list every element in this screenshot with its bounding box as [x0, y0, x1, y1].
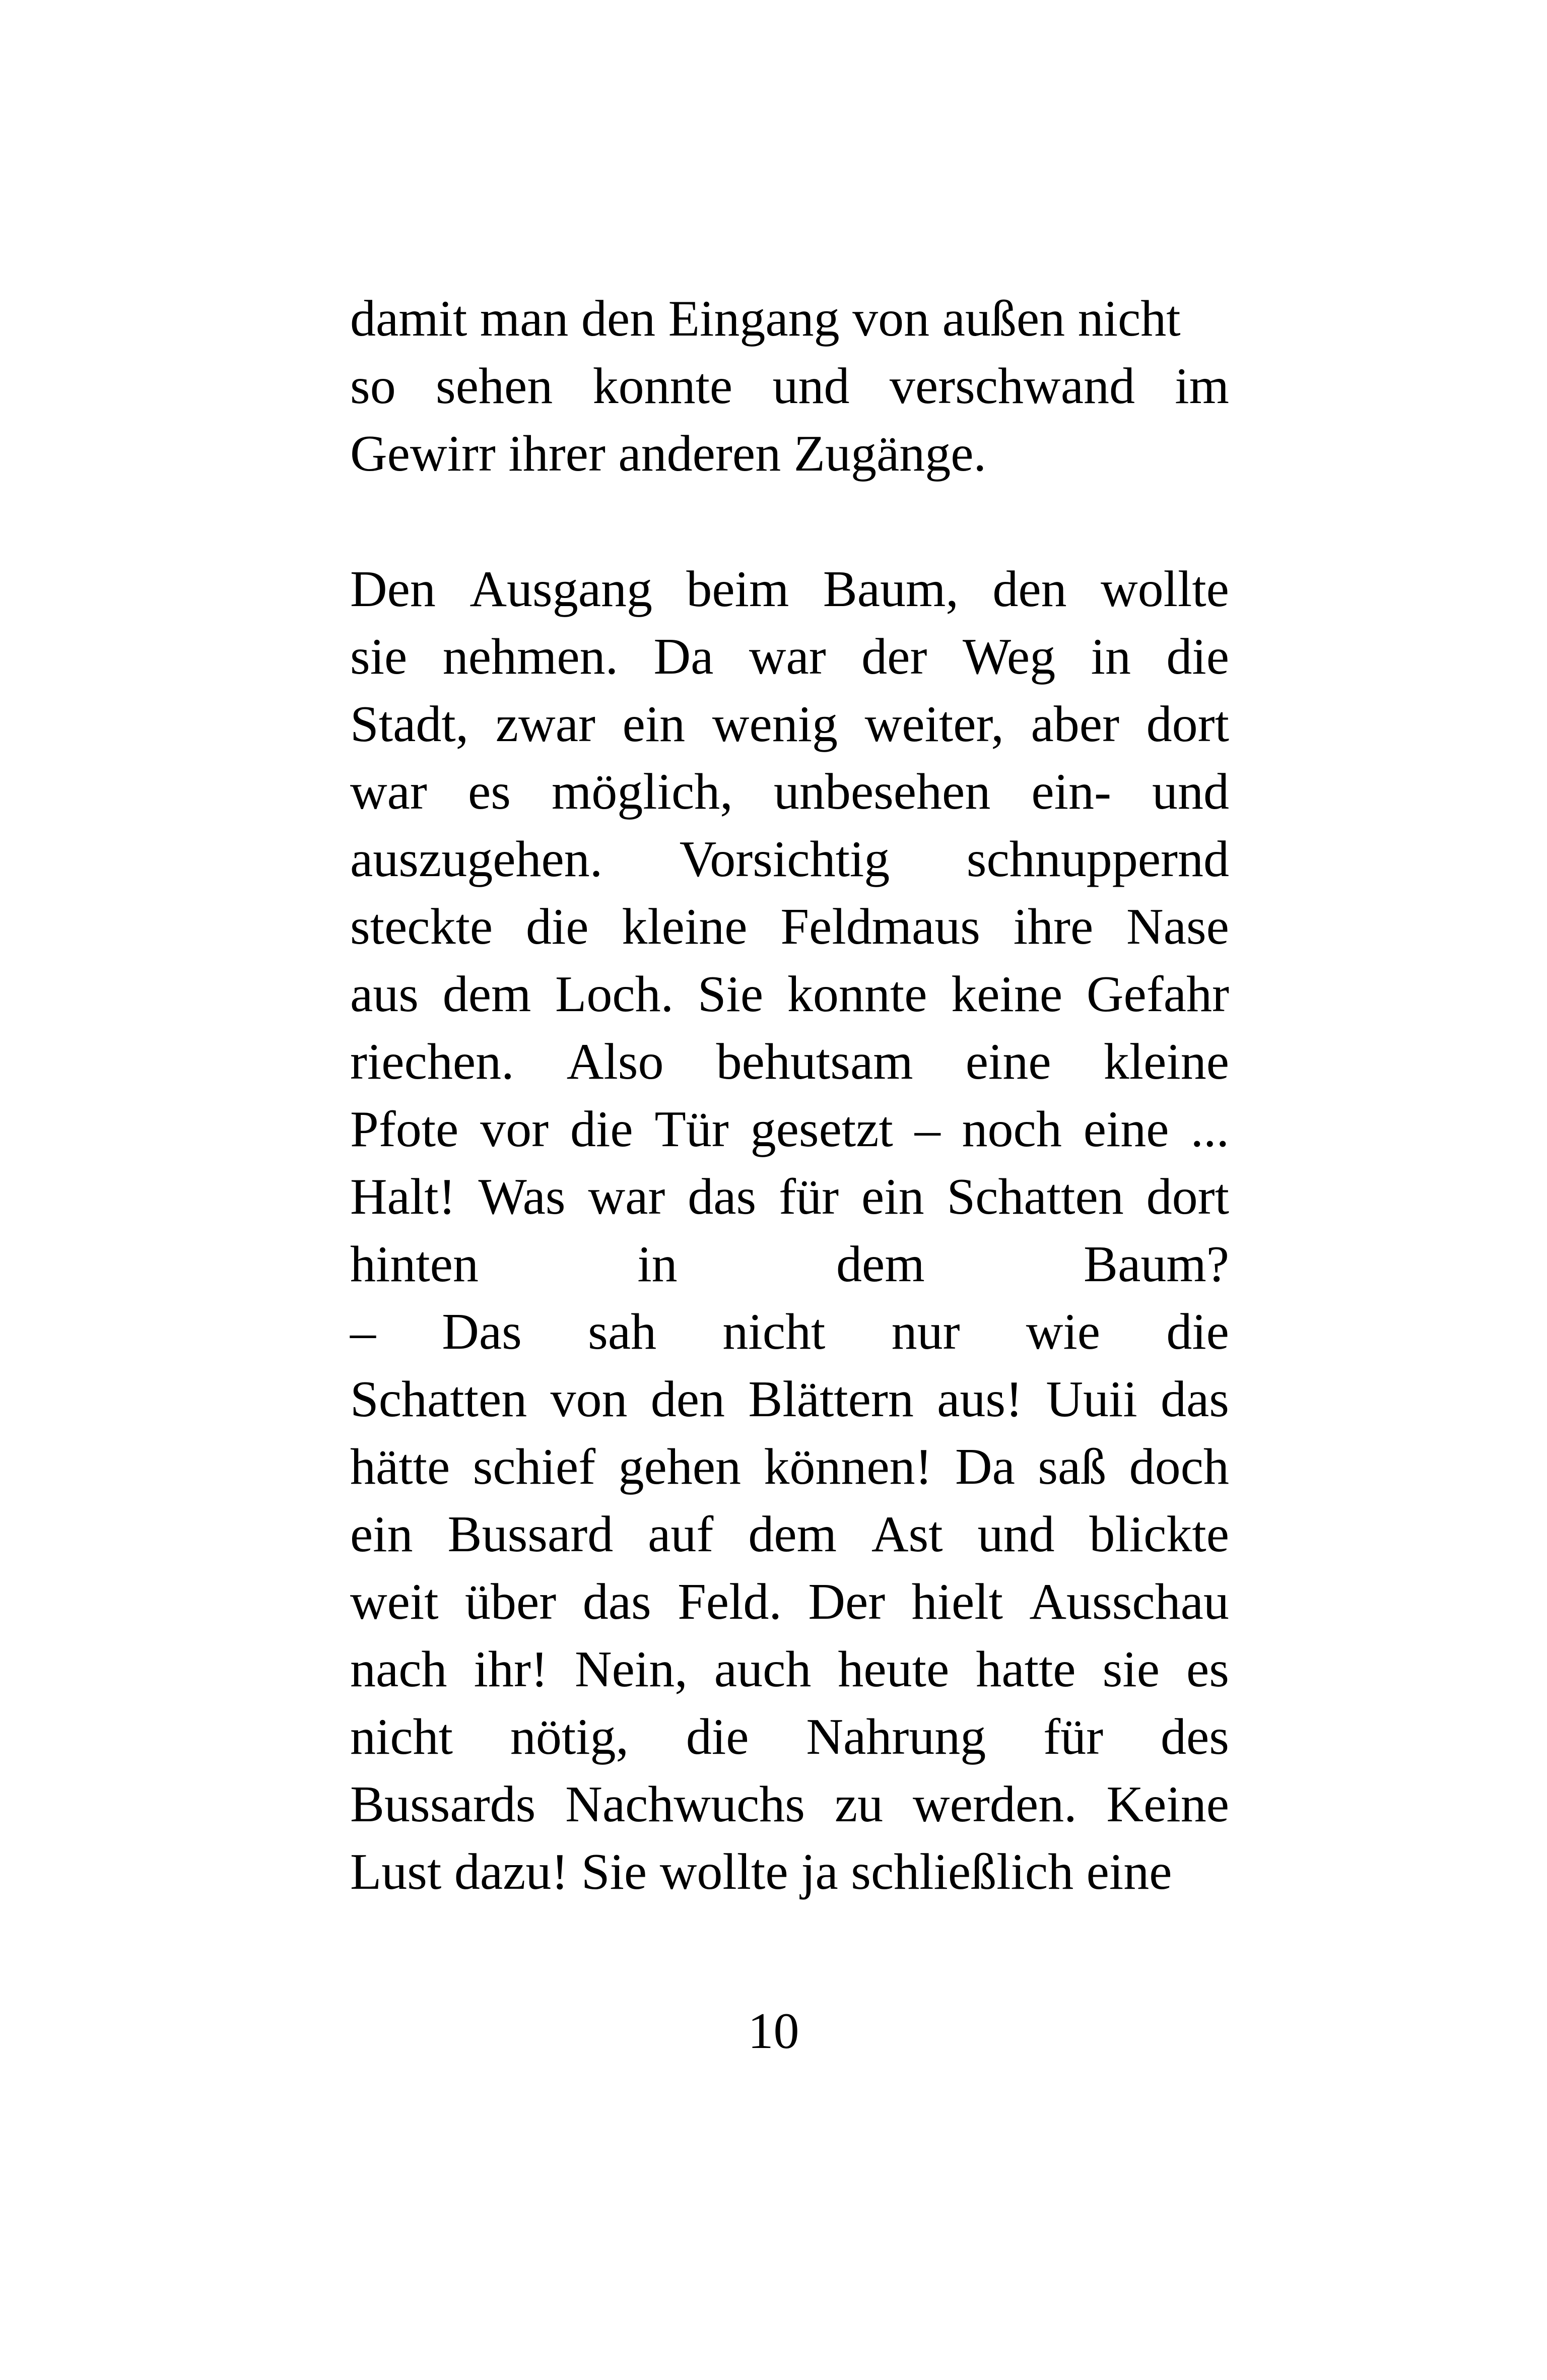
word: zu — [834, 1776, 884, 1833]
word: für — [1043, 1708, 1104, 1765]
word: Feld. — [678, 1573, 782, 1630]
word: ihr! — [474, 1641, 548, 1698]
word: wie — [1026, 1303, 1101, 1360]
paragraph-1 — [350, 285, 1229, 488]
word: Loch. — [555, 966, 674, 1023]
word: hatte — [976, 1641, 1076, 1698]
word: Bussard — [447, 1506, 614, 1563]
word: auch — [714, 1641, 812, 1698]
word: vor — [480, 1101, 549, 1158]
word: eine — [1083, 1101, 1169, 1158]
word: ein — [350, 1506, 413, 1563]
text-line — [350, 1501, 1229, 1568]
word: Gewirr ihrer anderen Zugänge. — [350, 425, 987, 482]
word: Gefahr — [1086, 966, 1229, 1023]
word: den — [992, 561, 1067, 618]
text-line — [350, 556, 1229, 623]
word: ihre — [1013, 898, 1094, 955]
word: wenig — [712, 696, 838, 753]
word: war — [588, 1168, 665, 1225]
word: konnte — [592, 358, 733, 415]
word: sie — [1102, 1641, 1160, 1698]
word: heute — [838, 1641, 950, 1698]
word: hinten — [350, 1236, 479, 1293]
text-line — [350, 1636, 1229, 1703]
word: über — [465, 1573, 557, 1630]
word: Weg — [962, 628, 1056, 685]
word: konnte — [787, 966, 927, 1023]
word: beim — [686, 561, 789, 618]
word: sah — [588, 1303, 657, 1360]
word: dem — [442, 966, 531, 1023]
word: gehen — [618, 1438, 742, 1495]
word: möglich, — [551, 763, 733, 820]
word: können! — [764, 1438, 932, 1495]
word: Ast — [871, 1506, 943, 1563]
word: war — [350, 763, 427, 820]
text-line — [350, 1703, 1229, 1771]
word: aber — [1031, 696, 1120, 753]
word: des — [1160, 1708, 1229, 1765]
word: Halt! — [350, 1168, 456, 1225]
word: – — [350, 1303, 376, 1360]
word: verschwand — [889, 358, 1135, 415]
word: ein- — [1031, 763, 1111, 820]
word: Den — [350, 561, 436, 618]
text-line — [350, 691, 1229, 758]
word: den — [650, 1371, 725, 1428]
word: die — [1166, 628, 1229, 685]
word: steckte — [350, 898, 493, 955]
text-line — [350, 623, 1229, 691]
word: Nahrung — [806, 1708, 986, 1765]
text-line — [350, 1163, 1229, 1231]
word: ... — [1190, 1101, 1229, 1158]
word: sehen — [436, 358, 553, 415]
word: noch — [962, 1101, 1062, 1158]
word: dort — [1146, 696, 1229, 753]
word: sie — [350, 628, 408, 685]
word: es — [1186, 1641, 1229, 1698]
word: keine — [951, 966, 1063, 1023]
word: Nachwuchs — [565, 1776, 805, 1833]
word: Der — [808, 1573, 886, 1630]
text-line — [350, 826, 1229, 893]
word: – — [914, 1101, 940, 1158]
text-line — [350, 1771, 1229, 1838]
word: Uuii — [1046, 1371, 1137, 1428]
word: und — [977, 1506, 1055, 1563]
word: wollte — [1101, 561, 1229, 618]
word: Feldmaus — [780, 898, 980, 955]
word: doch — [1129, 1438, 1229, 1495]
text-line — [350, 1838, 1229, 1906]
text-line — [350, 285, 1229, 353]
word: das — [688, 1168, 757, 1225]
word: gesetzt — [750, 1101, 893, 1158]
text-line — [350, 758, 1229, 826]
word: und — [772, 358, 850, 415]
word: zwar — [495, 696, 595, 753]
word: nicht — [350, 1708, 453, 1765]
word: in — [1091, 628, 1131, 685]
word: nötig, — [510, 1708, 629, 1765]
word: die — [686, 1708, 749, 1765]
word: so — [350, 358, 396, 415]
text-line — [350, 420, 1229, 488]
word: Da — [653, 628, 714, 685]
word: es — [467, 763, 511, 820]
word: das — [582, 1573, 651, 1630]
word: Nein, — [574, 1641, 688, 1698]
word: weiter, — [864, 696, 1004, 753]
word: weit — [350, 1573, 439, 1630]
word: nehmen. — [442, 628, 619, 685]
word: aus! — [937, 1371, 1023, 1428]
word: Tür — [654, 1101, 729, 1158]
word: in — [637, 1236, 678, 1293]
word: und — [1152, 763, 1229, 820]
word: damit man den Eingang von außen nicht — [350, 290, 1181, 347]
word: kleine — [1103, 1033, 1229, 1090]
word: unbesehen — [773, 763, 991, 820]
word: Baum, — [823, 561, 959, 618]
word: aus — [350, 966, 419, 1023]
word: werden. — [912, 1776, 1077, 1833]
word: blickte — [1089, 1506, 1229, 1563]
word: Blättern — [748, 1371, 914, 1428]
word: ein — [622, 696, 686, 753]
word: Pfote — [350, 1101, 459, 1158]
word: dem — [836, 1236, 925, 1293]
word: Baum? — [1084, 1236, 1229, 1293]
word: war — [749, 628, 826, 685]
text-line — [350, 1028, 1229, 1096]
word: Bussards — [350, 1776, 536, 1833]
text-line — [350, 1366, 1229, 1433]
word: die — [525, 898, 589, 955]
word: Also — [566, 1033, 664, 1090]
word: von — [550, 1371, 628, 1428]
word: auf — [648, 1506, 714, 1563]
word: Schatten — [947, 1168, 1124, 1225]
text-line — [350, 1231, 1229, 1298]
word: Stadt, — [350, 696, 469, 753]
word: riechen. — [350, 1033, 514, 1090]
text-line — [350, 1096, 1229, 1163]
word: behutsam — [716, 1033, 913, 1090]
word: das — [1160, 1371, 1229, 1428]
word: schief — [473, 1438, 596, 1495]
word: der — [861, 628, 927, 685]
word: Ausgang — [469, 561, 652, 618]
text-line — [350, 1433, 1229, 1501]
word: ein — [861, 1168, 924, 1225]
text-line — [350, 961, 1229, 1028]
text-line — [350, 1298, 1229, 1366]
word: nach — [350, 1641, 447, 1698]
word: Schatten — [350, 1371, 527, 1428]
text-line — [350, 353, 1229, 420]
word: Da — [955, 1438, 1015, 1495]
text-line — [350, 1568, 1229, 1636]
word: saß — [1038, 1438, 1107, 1495]
word: Nase — [1126, 898, 1229, 955]
word: kleine — [622, 898, 748, 955]
word: Was — [478, 1168, 566, 1225]
word: Vorsichtig — [679, 831, 890, 888]
paragraph-2 — [350, 556, 1229, 1906]
word: nicht — [722, 1303, 826, 1360]
word: hätte — [350, 1438, 450, 1495]
word: eine — [965, 1033, 1051, 1090]
word: für — [779, 1168, 839, 1225]
word: Sie — [697, 966, 764, 1023]
word: im — [1175, 358, 1229, 415]
word: die — [1166, 1303, 1229, 1360]
word: schnuppernd — [966, 831, 1229, 888]
word: dem — [748, 1506, 837, 1563]
word: die — [570, 1101, 633, 1158]
text-line — [350, 893, 1229, 961]
word: Ausschau — [1029, 1573, 1229, 1630]
word: Keine — [1106, 1776, 1229, 1833]
word: nur — [891, 1303, 960, 1360]
word: hielt — [911, 1573, 1003, 1630]
word: auszugehen. — [350, 831, 603, 888]
word: dort — [1146, 1168, 1229, 1225]
word: Lust dazu! Sie wollte ja schließlich eine — [350, 1843, 1172, 1900]
page-number: 10 — [748, 2003, 799, 2060]
word: Das — [442, 1303, 522, 1360]
